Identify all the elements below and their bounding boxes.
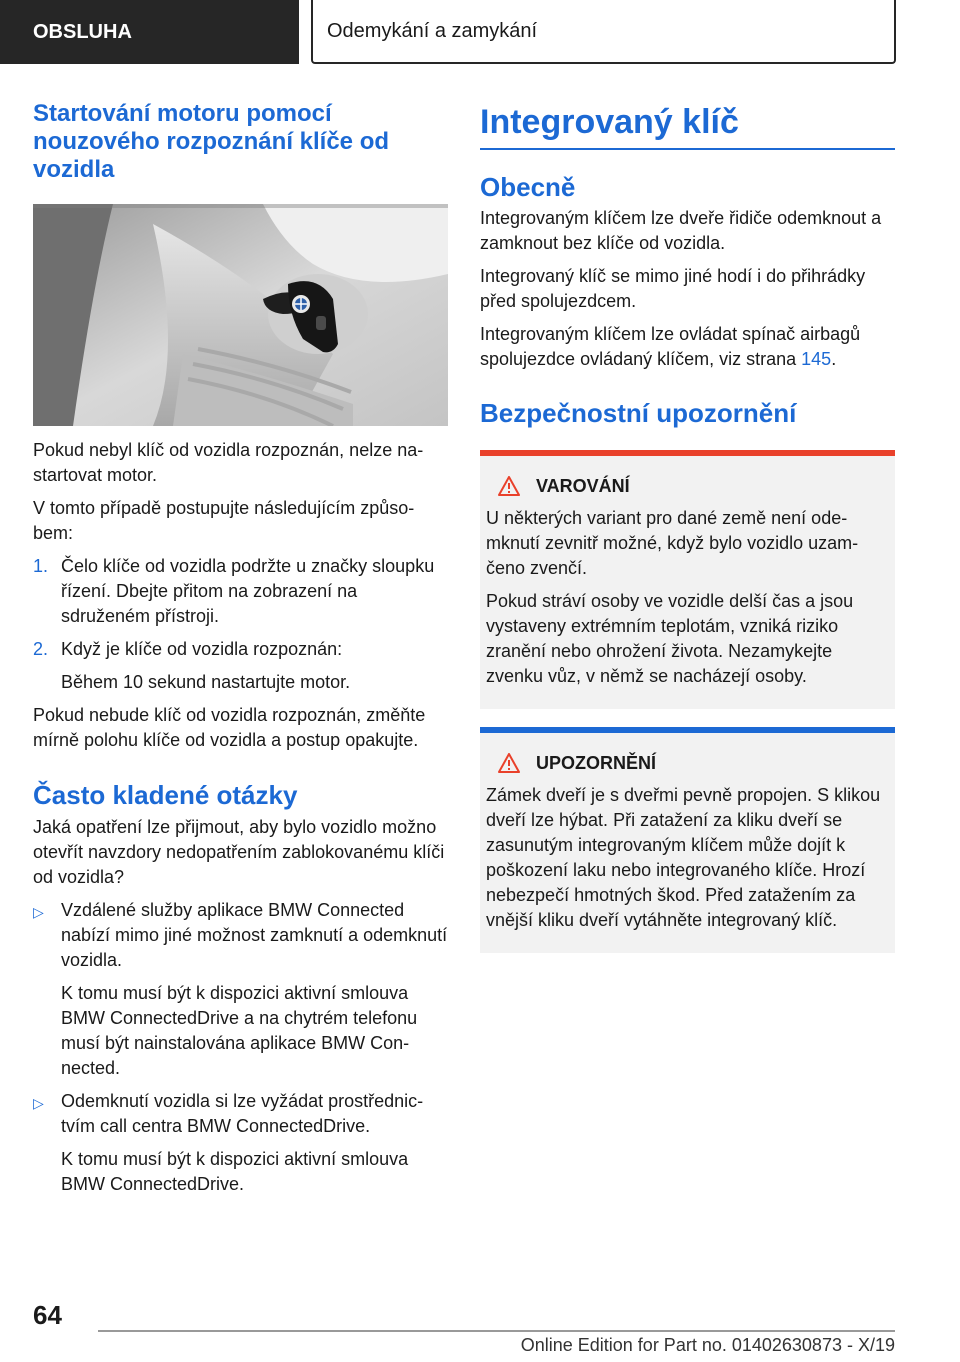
general-paragraph-3-text: Integrovaným klíčem lze ovládat spínač airbagů spolujezdce ovládaný klíčem, viz strana xyxy=(480,324,861,369)
emergency-start-heading: Startování motoru pomocí nouzového rozpoznání klíče od vozidla xyxy=(33,100,390,183)
general-paragraph-3 xyxy=(480,322,895,372)
warning-box xyxy=(480,456,895,709)
general-heading: Obecně xyxy=(480,172,576,202)
step-number: 1. xyxy=(33,556,49,576)
warning-paragraph-2: Pokud stráví osoby ve vozidle delší čas a jsou vystaveny extrémním teplotám, vzniká riziko zranění nebo ohrožení života. Nezamykejte zvenku vůz, v němž se nacházejí osoby. xyxy=(486,591,854,686)
warning-title: VAROVÁNÍ xyxy=(536,476,630,496)
bullet-subtext: K tomu musí být k dispozici aktivní smlouva BMW ConnectedDrive a na chytrém telefonu musí být nainstalována aplikace BMW Connected. xyxy=(61,983,418,1078)
caution-box xyxy=(480,733,895,953)
warning-triangle-icon xyxy=(498,476,520,496)
caution-title: UPOZORNĚNÍ xyxy=(536,753,657,773)
warning-title-row xyxy=(486,474,885,498)
warning-paragraph-1: U některých variant pro dané země není odemknutí zevnitř možné, když bylo vozidlo uzamčeno zvenčí. xyxy=(486,508,859,578)
bullet-item xyxy=(33,1089,448,1197)
key-at-steering-column-photo xyxy=(33,204,448,426)
footer-divider xyxy=(98,1330,895,1332)
caution-paragraph: Zámek dveří je s dveřmi pevně propojen. S klikou dveří lze hýbat. Při zatažení za kliku dveří se zasunutým integrovaným klíčem může dojít k poškození laku nebo integrovaného klíče. Hrozí nebezpečí hmotných škod. Před zatažením za vnější kliku dveří vytáhněte integrovaný klíč. xyxy=(486,785,881,930)
bullet-item xyxy=(33,898,448,1081)
section-label: OBSLUHA xyxy=(33,20,132,43)
procedure-intro-paragraph: V tomto případě postupujte následujícím způsobem: xyxy=(33,498,415,543)
step-text: Když je klíče od vozidla rozpoznán: xyxy=(61,639,343,659)
chapter-label: Odemykání a zamykání xyxy=(327,19,538,42)
left-column xyxy=(33,100,448,1197)
step-item xyxy=(33,554,448,629)
general-paragraph-1: Integrovaným klíčem lze dveře řidiče odemknout a zamknout bez klíče od vozidla. xyxy=(480,208,882,253)
right-column xyxy=(480,100,895,953)
faq-question: Jaká opatření lze přijmout, aby bylo vozidlo možno otevřít navzdory nedopatřením zablokovanému klíči od vozidla? xyxy=(33,817,445,887)
step-number: 2. xyxy=(33,639,49,659)
bullet-text: Odemknutí vozidla si lze vyžádat prostřednictvím call centra BMW ConnectedDrive. xyxy=(61,1091,424,1136)
bullet-text: Vzdálené služby aplikace BMW Connected nabízí mimo jiné možnost zamknutí a odemknutí vozidla. xyxy=(61,900,448,970)
general-paragraph-2: Integrovaný klíč se mimo jiné hodí i do přihrádky před spolujezdcem. xyxy=(480,266,866,311)
bullet-subtext: K tomu musí být k dispozici aktivní smlouva BMW ConnectedDrive. xyxy=(61,1149,409,1194)
safety-heading: Bezpečnostní upozornění xyxy=(480,398,797,428)
general-paragraph-3-end: . xyxy=(831,349,837,369)
header-section xyxy=(0,0,299,64)
step-item xyxy=(33,637,448,695)
caution-triangle-icon xyxy=(498,753,520,773)
retry-paragraph: Pokud nebude klíč od vozidla rozpoznán, změňte mírně polohu klíče od vozidla a postup opakujte. xyxy=(33,705,426,750)
page-number: 64 xyxy=(33,1300,62,1330)
header-chapter xyxy=(311,0,896,64)
caution-title-row xyxy=(486,751,885,775)
edition-footer: Online Edition for Part no. 01402630873 - X/19 xyxy=(520,1335,895,1355)
triangle-bullet-icon: ▷ xyxy=(33,1095,44,1111)
page-reference-link[interactable]: 145 xyxy=(801,349,832,369)
faq-heading: Často kladené otázky xyxy=(33,780,298,810)
no-key-recognized-paragraph: Pokud nebyl klíč od vozidla rozpoznán, nelze nastartovat motor. xyxy=(33,440,424,485)
integrated-key-title: Integrovaný klíč xyxy=(480,100,895,150)
step-text: Čelo klíče od vozidla podržte u značky sloupku řízení. Dbejte přitom na zobrazení na sdruženém přístroji. xyxy=(61,556,435,626)
step-subtext: Během 10 sekund nastartujte motor. xyxy=(61,672,351,692)
triangle-bullet-icon: ▷ xyxy=(33,904,44,920)
